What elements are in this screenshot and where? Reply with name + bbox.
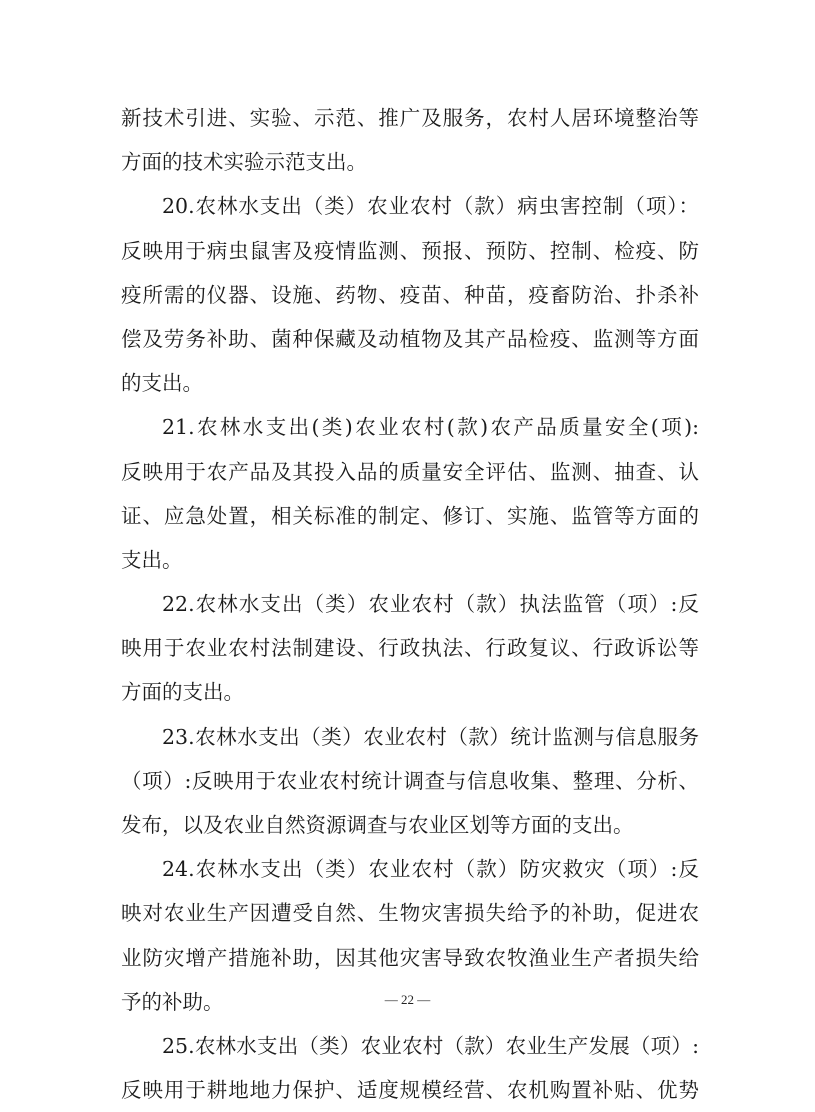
paragraph-item-23 <box>121 715 699 848</box>
paragraph-item-20 <box>121 184 699 405</box>
text-line: 业防灾增产措施补助，因其他灾害导致农牧渔业生产者损失给 <box>121 945 699 970</box>
text-line: 偿及劳务补助、菌种保藏及动植物及其产品检疫、监测等方面 <box>121 326 699 351</box>
text-line: 反映用于病虫鼠害及疫情监测、预报、预防、控制、检疫、防 <box>121 238 699 263</box>
paragraph-item-22 <box>121 582 699 715</box>
paragraph-item-21 <box>121 405 699 582</box>
text-line: 的支出。 <box>121 371 203 396</box>
text-line: 方面的技术实验示范支出。 <box>121 150 367 175</box>
body-text <box>121 96 699 1112</box>
text-line: 22.农林水支出（类）农业农村（款）执法监管（项）:反 <box>162 592 699 617</box>
text-line: 24.农林水支出（类）农业农村（款）防灾救灾（项）:反 <box>162 857 699 882</box>
text-line: 发布，以及农业自然资源调查与农业区划等方面的支出。 <box>121 813 634 837</box>
text-line: （项）:反映用于农业农村统计调查与信息收集、整理、分析、 <box>121 768 699 793</box>
paragraph-continuation <box>121 96 699 184</box>
text-line: 21.农林水支出(类)农业农村(款)农产品质量安全(项): <box>162 415 699 440</box>
text-line: 新技术引进、实验、示范、推广及服务，农村人居环境整治等 <box>121 106 699 130</box>
text-line: 映用于农业农村法制建设、行政执法、行政复议、行政诉讼等 <box>121 636 699 661</box>
paragraph-item-25 <box>121 1024 699 1112</box>
text-line: 映对农业生产因遭受自然、生物灾害损失给予的补助，促进农 <box>121 901 699 926</box>
text-line: 方面的支出。 <box>121 680 244 705</box>
text-line: 20.农林水支出（类）农业农村（款）病虫害控制（项）： <box>162 194 699 219</box>
page-number: — 22 — <box>384 992 431 1007</box>
text-line: 25.农林水支出（类）农业农村（款）农业生产发展（项）: <box>162 1033 699 1058</box>
text-line: 支出。 <box>121 547 183 572</box>
text-line: 23.农林水支出（类）农业农村（款）统计监测与信息服务 <box>162 724 699 749</box>
text-line: 反映用于农产品及其投入品的质量安全评估、监测、抽查、认 <box>121 459 699 484</box>
text-line: 疫所需的仪器、设施、药物、疫苗、种苗，疫畜防治、扑杀补 <box>121 282 699 307</box>
text-line: 证、应急处置，相关标准的制定、修订、实施、监管等方面的 <box>121 503 699 528</box>
text-line: 反映用于耕地地力保护、适度规模经营、农机购置补贴、优势 <box>121 1078 699 1103</box>
text-line: 予的补助。 <box>121 989 224 1014</box>
